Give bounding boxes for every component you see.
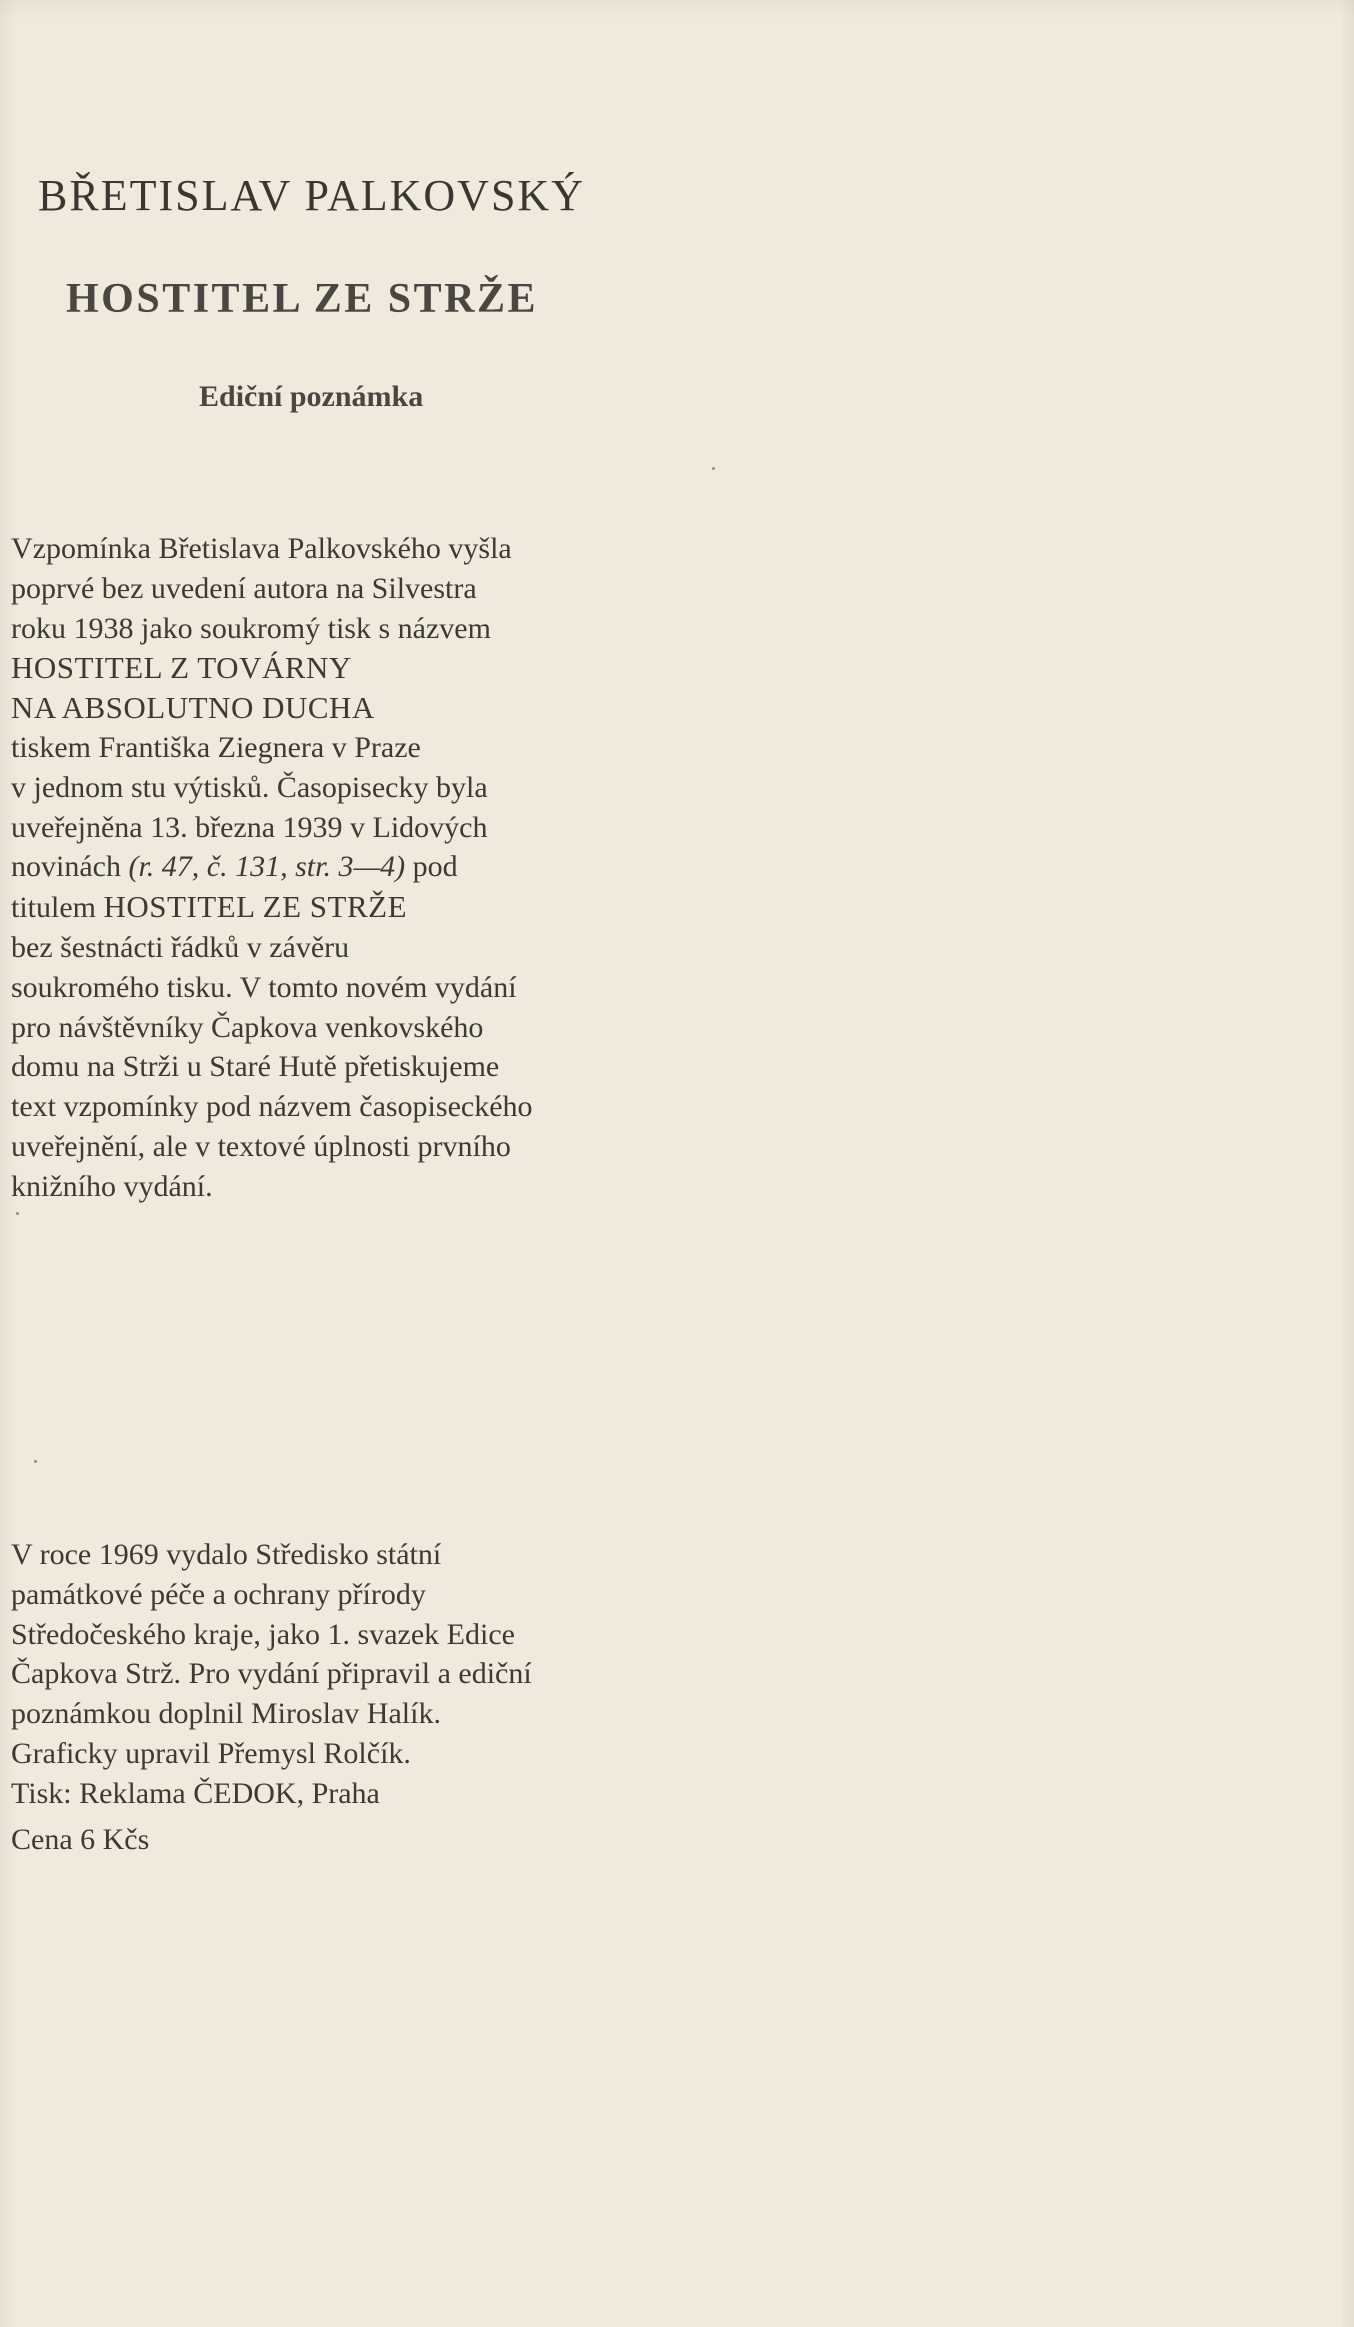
note-line: bez šestnácti řádků v závěru	[11, 930, 350, 964]
editorial-note	[11, 529, 651, 1207]
note-text: novinách	[11, 850, 129, 884]
note-line: text vzpomínky pod názvem časopiseckého	[11, 1090, 533, 1124]
author-name: BŘETISLAV PALKOVSKÝ	[38, 171, 585, 220]
note-line	[11, 847, 651, 887]
paper-speck	[712, 467, 715, 470]
note-line: domu na Strži u Staré Hutě přetiskujeme	[11, 1050, 500, 1084]
note-line: pro návštěvníky Čapkova venkovského	[11, 1010, 484, 1044]
colophon-line: Čapkova Strž. Pro vydání připravil a ediční	[11, 1657, 532, 1691]
colophon-line: Středočeského kraje, jako 1. svazek Edice	[11, 1617, 515, 1651]
note-line: tiskem Františka Ziegnera v Praze	[11, 730, 421, 764]
note-line: Vzpomínka Břetislava Palkovského vyšla	[11, 532, 512, 565]
colophon-line: Graficky upravil Přemysl Rolčík.	[11, 1736, 411, 1770]
paper-speck	[16, 1212, 19, 1215]
section-subtitle: Ediční poznámka	[199, 380, 424, 413]
note-line: uveřejnění, ale v textové úplnosti prvního	[11, 1129, 511, 1163]
note-text: pod	[405, 850, 458, 884]
book-title: HOSTITEL ZE STRŽE	[66, 276, 539, 322]
journal-title: HOSTITEL ZE STRŽE	[103, 889, 408, 925]
note-line: knižního vydání.	[11, 1169, 213, 1203]
colophon-line: V roce 1969 vydalo Středisko státní	[11, 1538, 442, 1571]
colophon	[11, 1535, 651, 1859]
note-line: v jednom stu výtisků. Časopisecky byla	[11, 770, 488, 804]
colophon-line: Tisk: Reklama ČEDOK, Praha	[11, 1776, 380, 1810]
original-title-line: HOSTITEL Z TOVÁRNY	[11, 650, 352, 686]
price: Cena 6 Kčs	[11, 1822, 150, 1856]
note-line	[11, 887, 651, 928]
colophon-line: památkové péče a ochrany přírody	[11, 1577, 426, 1611]
note-line: soukromého tisku. V tomto novém vydání	[11, 970, 517, 1004]
colophon-line: poznámkou doplnil Miroslav Halík.	[11, 1697, 441, 1731]
note-line: uveřejněna 13. března 1939 v Lidových	[11, 810, 488, 844]
citation: (r. 47, č. 131, str. 3—4)	[128, 850, 406, 884]
note-line: poprvé bez uvedení autora na Silvestra	[11, 571, 477, 605]
paper-speck	[34, 1460, 37, 1463]
note-text: titulem	[11, 891, 104, 925]
note-line: roku 1938 jako soukromý tisk s názvem	[11, 611, 491, 645]
original-title-line: NA ABSOLUTNO DUCHA	[11, 690, 375, 726]
